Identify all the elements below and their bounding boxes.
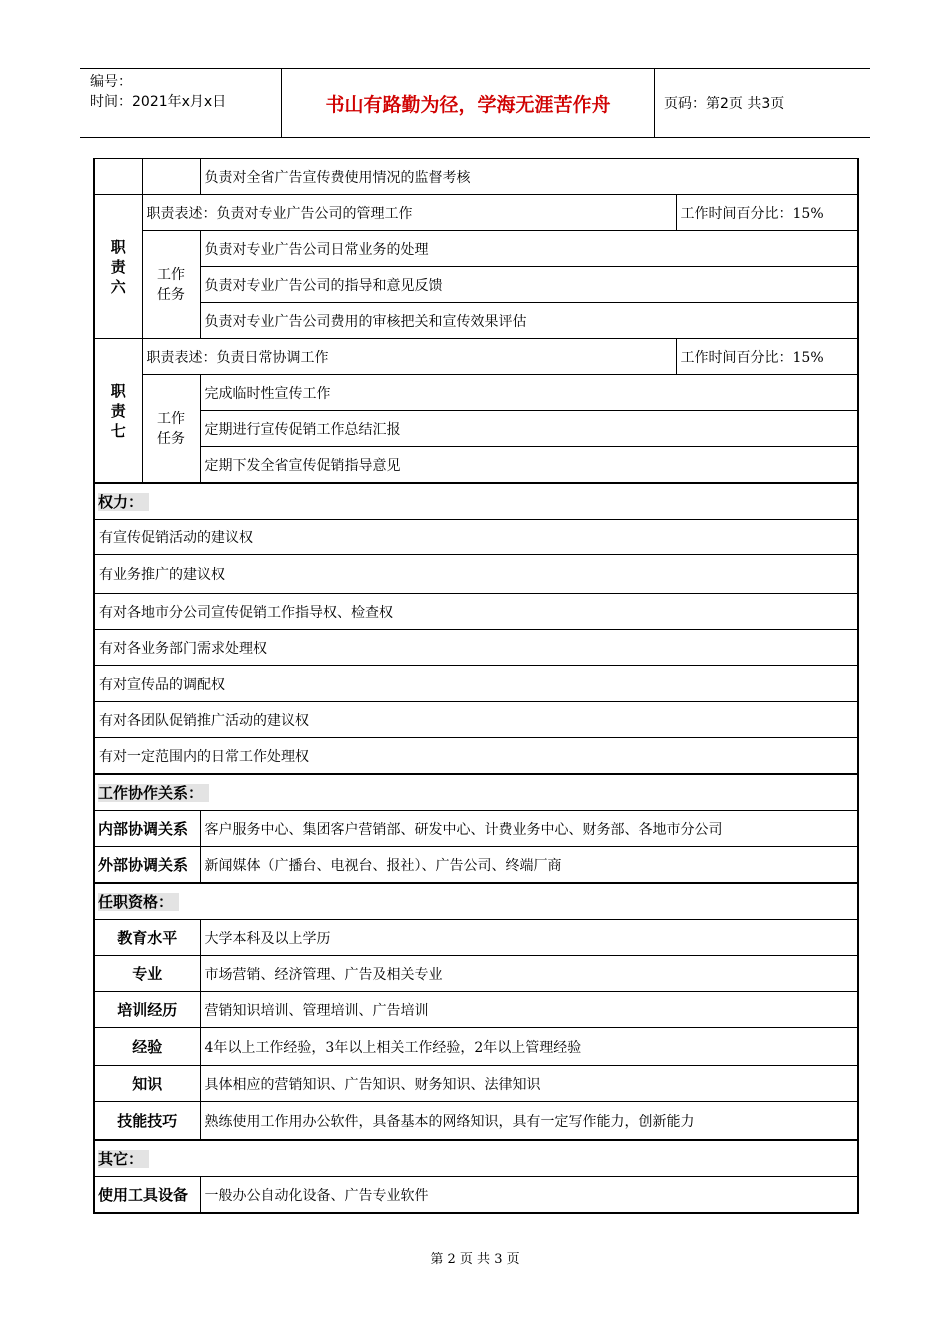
task-label-text: 工作任务 — [157, 410, 185, 447]
qualification-label: 培训经历 — [94, 992, 200, 1028]
qualification-value: 具体相应的营销知识、广告知识、财务知识、法律知识 — [200, 1066, 858, 1102]
power-item: 有对各业务部门需求处理权 — [94, 630, 858, 666]
section-title-cell — [94, 483, 858, 520]
table-row — [94, 375, 858, 411]
task-text: 负责对专业广告公司日常业务的处理 — [200, 231, 858, 267]
power-item: 有宣传促销活动的建议权 — [94, 520, 858, 555]
task-label — [142, 375, 200, 484]
qualification-value: 4年以上工作经验，3年以上相关工作经验，2年以上管理经验 — [200, 1028, 858, 1066]
header-page-number: 页码：第2页 共3页 — [664, 96, 785, 112]
table-row — [94, 195, 858, 231]
qualification-value: 熟练使用工作用办公软件，具备基本的网络知识，具有一定写作能力，创新能力 — [200, 1102, 858, 1141]
external-relations-value: 新闻媒体（广播台、电视台、报社）、广告公司、终端厂商 — [200, 847, 858, 884]
table-row — [94, 811, 858, 847]
section-qualifications — [94, 883, 858, 920]
table-row — [94, 920, 858, 956]
qualification-label: 专业 — [94, 956, 200, 992]
power-item: 有对各团队促销推广活动的建议权 — [94, 702, 858, 738]
duty-label-cell — [94, 159, 142, 195]
table-row — [94, 992, 858, 1028]
section-title-cell — [94, 774, 858, 811]
section-other — [94, 1140, 858, 1177]
page-header — [80, 68, 870, 138]
task-text: 负责对全省广告宣传费使用情况的监督考核 — [200, 159, 858, 195]
task-label — [142, 231, 200, 339]
section-title-cell — [94, 1140, 858, 1177]
task-text: 完成临时性宣传工作 — [200, 375, 858, 411]
table-row — [94, 447, 858, 484]
table-row — [94, 594, 858, 630]
internal-relations-value: 客户服务中心、集团客户营销部、研发中心、计费业务中心、财务部、各地市分公司 — [200, 811, 858, 847]
table-row — [94, 702, 858, 738]
qualification-value: 市场营销、经济管理、广告及相关专业 — [200, 956, 858, 992]
qualification-label: 技能技巧 — [94, 1102, 200, 1141]
table-row — [94, 520, 858, 555]
power-item: 有业务推广的建议权 — [94, 555, 858, 594]
duty-statement: 职责表述：负责日常协调工作 — [142, 339, 676, 375]
task-text: 定期下发全省宣传促销指导意见 — [200, 447, 858, 484]
section-title: 其它： — [98, 1150, 149, 1168]
time-percentage: 工作时间百分比：15% — [676, 339, 858, 375]
table-row — [94, 738, 858, 775]
table-row — [94, 630, 858, 666]
qualification-label: 教育水平 — [94, 920, 200, 956]
table-row — [94, 1177, 858, 1214]
duty-label-text: 职责六 — [110, 237, 126, 296]
table-row — [94, 956, 858, 992]
qualification-label: 经验 — [94, 1028, 200, 1066]
code-label: 编号： — [90, 74, 132, 90]
table-row — [94, 555, 858, 594]
duty-seven-label — [94, 339, 142, 484]
table-row — [94, 1028, 858, 1066]
section-title-cell — [94, 883, 858, 920]
table-row — [94, 231, 858, 267]
task-label-cell — [142, 159, 200, 195]
duty-statement: 职责表述：负责对专业广告公司的管理工作 — [142, 195, 676, 231]
tools-label: 使用工具设备 — [94, 1177, 200, 1214]
job-description-table — [93, 158, 859, 1214]
duty-six-label — [94, 195, 142, 339]
time-percentage: 工作时间百分比：15% — [676, 195, 858, 231]
header-meta — [80, 69, 282, 137]
table-row — [94, 159, 858, 195]
table-row — [94, 1102, 858, 1141]
qualification-label: 知识 — [94, 1066, 200, 1102]
power-item: 有对一定范围内的日常工作处理权 — [94, 738, 858, 775]
section-relations — [94, 774, 858, 811]
date-label: 时间：2021年x月x日 — [90, 94, 227, 110]
table-row — [94, 267, 858, 303]
page-footer: 第 2 页 共 3 页 — [430, 1252, 520, 1267]
task-text: 负责对专业广告公司费用的审核把关和宣传效果评估 — [200, 303, 858, 339]
section-title: 任职资格： — [98, 893, 179, 911]
task-text: 负责对专业广告公司的指导和意见反馈 — [200, 267, 858, 303]
qualification-value: 大学本科及以上学历 — [200, 920, 858, 956]
table-row — [94, 1066, 858, 1102]
power-item: 有对各地市分公司宣传促销工作指导权、检查权 — [94, 594, 858, 630]
section-title: 工作协作关系： — [98, 784, 209, 802]
duty-label-text: 职责七 — [110, 381, 126, 440]
tools-value: 一般办公自动化设备、广告专业软件 — [200, 1177, 858, 1214]
header-motto: 书山有路勤为径，学海无涯苦作舟 — [282, 69, 655, 137]
table-row — [94, 666, 858, 702]
table-row — [94, 411, 858, 447]
section-powers — [94, 483, 858, 520]
task-text: 定期进行宣传促销工作总结汇报 — [200, 411, 858, 447]
external-relations-label: 外部协调关系 — [94, 847, 200, 884]
table-row — [94, 303, 858, 339]
power-item: 有对宣传品的调配权 — [94, 666, 858, 702]
table-row — [94, 847, 858, 884]
section-title: 权力： — [98, 493, 149, 511]
table-row — [94, 339, 858, 375]
qualification-value: 营销知识培训、管理培训、广告培训 — [200, 992, 858, 1028]
internal-relations-label: 内部协调关系 — [94, 811, 200, 847]
task-label-text: 工作任务 — [157, 266, 185, 303]
